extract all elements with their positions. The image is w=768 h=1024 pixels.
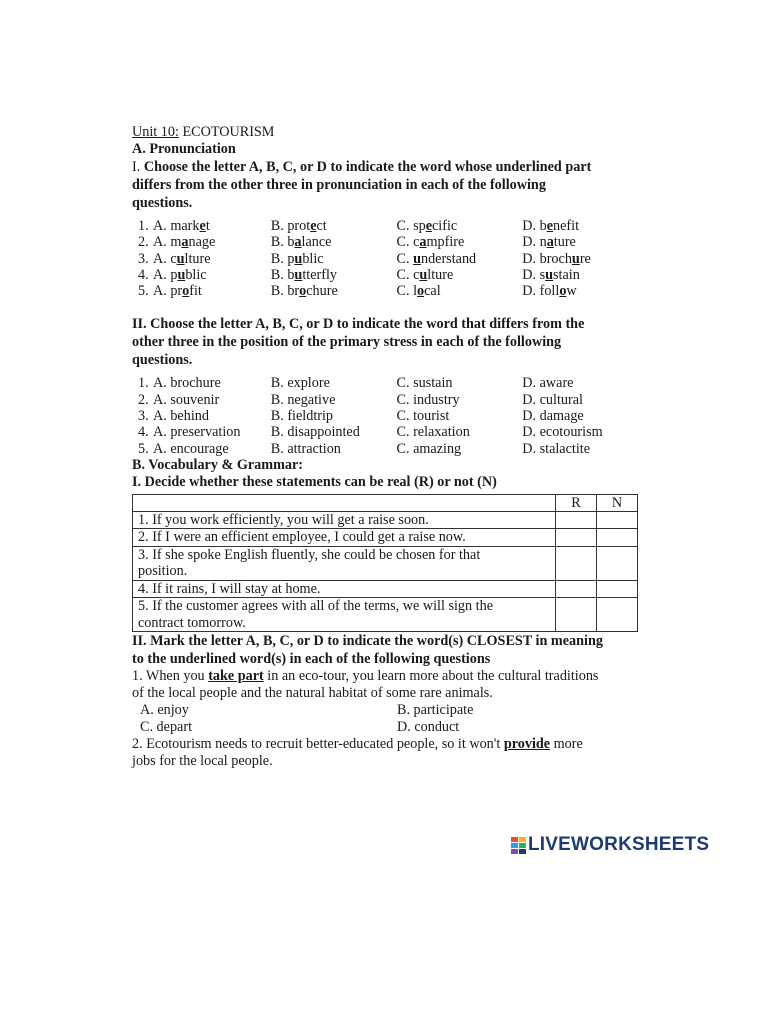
q1-options-row-2 (132, 719, 642, 736)
pron-option-a[interactable] (146, 267, 271, 283)
pron-instruction-line-3: questions. (132, 195, 193, 211)
logo-text: LIVEWORKSHEETS (528, 834, 710, 855)
pronunciation-instruction (132, 158, 642, 212)
answer-box-n[interactable] (597, 529, 638, 547)
option-text: ct (316, 218, 327, 234)
q1-option-c[interactable]: C. depart (140, 719, 193, 736)
answer-box-r[interactable] (556, 580, 597, 598)
stress-question-row (132, 424, 642, 440)
statement-cell (133, 580, 556, 598)
question-number: 1. (138, 375, 149, 392)
stress-option-a[interactable]: A. brochure (153, 375, 221, 392)
underlined-letters: o (182, 283, 190, 300)
q1-post: in an eco-tour, you learn more about the cultural traditions (263, 668, 599, 685)
stress-instruction-line-1: II. Choose the letter A, B, C, or D to indicate the word that differs from the (132, 316, 585, 333)
stress-question-row (132, 392, 642, 408)
underlined-letters: u (294, 266, 303, 283)
option-text: nage (188, 234, 216, 251)
pron-option-d[interactable] (522, 234, 642, 250)
option-text: D. b (522, 218, 547, 234)
question-number: 5. (138, 283, 149, 300)
option-text: ture (553, 234, 576, 251)
column-n-header: N (597, 494, 638, 511)
unit-title: ECOTOURISM (178, 124, 275, 140)
option-text: B. b (270, 266, 295, 283)
option-text: blic (185, 266, 207, 283)
pron-option-c[interactable] (397, 267, 523, 283)
option-text: lture (427, 266, 454, 283)
stress-question-row (132, 441, 642, 457)
statement-cell (133, 529, 556, 547)
option-text: chure (306, 283, 338, 300)
pron-option-d[interactable] (522, 267, 642, 283)
q1-options-row-1 (132, 702, 642, 719)
option-text: A. pr (153, 283, 183, 300)
part2-instruction (132, 632, 642, 668)
option-text: A. mark (153, 218, 200, 234)
question-number: 2. (138, 234, 149, 251)
question-number: 4. (138, 266, 149, 283)
underlined-letters: o (417, 283, 425, 300)
question-number: 2. (138, 391, 149, 408)
answer-box-n[interactable] (597, 511, 638, 529)
q2-pre: 2. Ecotourism needs to recruit better-educated people, so it won't (132, 736, 504, 753)
pron-option-a[interactable] (146, 283, 271, 299)
logo-square (511, 843, 518, 848)
pron-option-b[interactable] (271, 234, 397, 250)
logo-square (519, 837, 526, 842)
option-text: mpfire (426, 234, 465, 251)
part1-title: I. Decide whether these statements can be real (R) or not (N) (132, 473, 497, 490)
stress-option-c[interactable]: C. relaxation (396, 424, 470, 441)
roman-one: I. (132, 159, 141, 175)
statements-body (133, 511, 638, 632)
pron-option-d[interactable] (522, 283, 642, 299)
stress-question-row (132, 375, 642, 391)
stress-option-b[interactable]: B. disappointed (270, 424, 360, 441)
pron-option-b[interactable] (271, 283, 397, 299)
underlined-letters: e (546, 218, 554, 234)
pron-question-row (132, 283, 642, 299)
stress-option-a[interactable]: A. encourage (153, 440, 229, 457)
pron-option-a[interactable] (146, 251, 271, 267)
option-text: D. s (522, 266, 546, 283)
q1-pre: 1. When you (132, 668, 209, 685)
option-text: blic (302, 250, 324, 267)
part2-line-1: II. Mark the letter A, B, C, or D to indicate the word(s) CLOSEST in meaning (132, 633, 603, 650)
option-text: lance (301, 234, 332, 251)
stress-option-b[interactable]: B. attraction (270, 440, 341, 457)
statement-header (133, 494, 556, 511)
option-text: lture (184, 250, 211, 267)
underlined-letters: u (294, 250, 303, 267)
part2-line-2: to the underlined word(s) in each of the following questions (132, 651, 491, 668)
pron-question-row (132, 267, 642, 283)
pron-option-c[interactable] (397, 218, 523, 234)
stress-option-c[interactable]: C. tourist (396, 408, 450, 425)
option-text: B. p (270, 250, 295, 267)
stress-option-a[interactable]: A. souvenir (153, 391, 220, 408)
pronunciation-questions (132, 218, 642, 299)
statement-cell (133, 511, 556, 529)
option-text: nderstand (420, 250, 477, 267)
stress-question-row (132, 408, 642, 424)
stress-option-c[interactable]: C. industry (396, 391, 460, 408)
pron-option-c[interactable] (397, 234, 523, 250)
underlined-letters: o (299, 283, 307, 300)
statement-line-1: 2. If I were an efficient employee, I could get a raise now. (138, 529, 466, 546)
option-text: cal (424, 283, 441, 300)
stress-questions (132, 375, 642, 456)
underlined-letters: a (419, 234, 427, 251)
pron-option-b[interactable] (271, 251, 397, 267)
underlined-letters: a (294, 234, 302, 251)
stress-instruction (132, 315, 642, 369)
option-text: C. (396, 250, 414, 267)
logo-square (511, 849, 518, 854)
stress-option-d[interactable]: D. cultural (522, 391, 583, 408)
pron-option-a[interactable] (146, 234, 271, 250)
pron-option-c[interactable] (397, 251, 523, 267)
answer-box-r[interactable] (556, 598, 597, 632)
question-number: 4. (138, 424, 149, 441)
option-text: B. prot (270, 218, 311, 234)
answer-box-n[interactable] (597, 598, 638, 632)
statement-line-1: 3. If she spoke English fluently, she could be chosen for that (138, 546, 481, 563)
worksheet-page (132, 124, 642, 770)
underlined-letters: o (559, 283, 567, 300)
option-text: tterfly (302, 266, 337, 283)
answer-box-r[interactable] (556, 546, 597, 580)
underlined-letters: a (546, 234, 554, 251)
option-text: w (566, 283, 577, 300)
logo-mark-icon (511, 837, 526, 854)
underlined-letters: a (181, 234, 189, 251)
logo-square (511, 837, 518, 842)
option-text: D. n (522, 234, 547, 251)
answer-box-n[interactable] (597, 546, 638, 580)
option-text: C. c (396, 234, 420, 251)
pron-question-row (132, 218, 642, 234)
question-1-line-2: of the local people and the natural habitat of some rare animals. (132, 685, 493, 702)
underlined-letters: u (545, 266, 554, 283)
question-2-line-1 (132, 736, 642, 753)
option-text: A. p (153, 266, 178, 283)
question-number: 1. (138, 218, 149, 234)
statement-line-1: 5. If the customer agrees with all of the terms, we will sign the (138, 598, 493, 615)
option-text: D. foll (522, 283, 560, 300)
question-2-line-2: jobs for the local people. (132, 753, 273, 770)
statement-line-2: position. (138, 563, 188, 580)
underlined-letters: u (419, 266, 428, 283)
option-text: t (205, 218, 210, 234)
pron-option-b[interactable] (271, 218, 397, 234)
stress-option-b[interactable]: B. negative (270, 391, 336, 408)
q1-option-b[interactable]: B. participate (397, 702, 474, 719)
stress-option-b[interactable]: B. explore (270, 375, 330, 392)
stress-option-a[interactable]: A. behind (153, 408, 209, 425)
table-row (133, 529, 638, 547)
stress-instruction-line-2: other three in the position of the primary stress in each of the following (132, 334, 562, 351)
underlined-letters: u (571, 250, 580, 267)
question-number: 3. (138, 408, 149, 425)
table-row (133, 546, 638, 580)
option-text: C. c (396, 266, 420, 283)
option-text: fit (189, 283, 202, 300)
pron-option-c[interactable] (397, 283, 523, 299)
stress-option-d[interactable]: D. aware (522, 375, 574, 392)
table-row (133, 580, 638, 598)
question-number: 3. (138, 250, 149, 267)
liveworksheets-logo (511, 834, 709, 856)
logo-square (519, 843, 526, 848)
section-b-heading: B. Vocabulary & Grammar: (132, 456, 304, 473)
pron-question-row (132, 234, 642, 250)
answer-box-r[interactable] (556, 529, 597, 547)
answer-box-n[interactable] (597, 580, 638, 598)
statement-cell (133, 546, 556, 580)
option-text: B. br (270, 283, 300, 300)
option-text: B. b (270, 234, 295, 251)
stress-option-d[interactable]: D. damage (522, 408, 584, 425)
table-header-row (133, 494, 638, 511)
table-row (133, 598, 638, 632)
q1-underlined: take part (208, 668, 264, 685)
underlined-letters: e (310, 218, 317, 234)
option-text: stain (553, 266, 580, 283)
stress-option-c[interactable]: C. sustain (396, 375, 453, 392)
stress-option-c[interactable]: C. amazing (396, 440, 462, 457)
pron-instruction-line-1: Choose the letter A, B, C, or D to indicate the word whose underlined part (140, 159, 592, 175)
option-text: re (579, 250, 591, 267)
stress-option-d[interactable]: D. stalactite (522, 440, 591, 457)
stress-option-a[interactable]: A. preservation (153, 424, 241, 441)
logo-square (519, 849, 526, 854)
underlined-letters: u (176, 250, 185, 267)
underlined-letters: e (199, 218, 206, 234)
option-text: D. broch (522, 250, 572, 267)
section-a-heading: A. Pronunciation (132, 141, 236, 157)
pron-option-d[interactable] (522, 218, 642, 234)
statement-line-1: 4. If it rains, I will stay at home. (138, 580, 321, 597)
underlined-letters: u (177, 266, 186, 283)
column-r-header: R (556, 494, 597, 511)
pron-option-b[interactable] (271, 267, 397, 283)
option-text: nefit (553, 218, 580, 234)
option-text: cific (432, 218, 458, 234)
stress-option-b[interactable]: B. fieldtrip (270, 408, 334, 425)
q1-option-a[interactable]: A. enjoy (140, 702, 189, 719)
statement-line-2: contract tomorrow. (138, 614, 246, 631)
option-text: A. c (153, 250, 177, 267)
pron-option-a[interactable] (146, 218, 271, 234)
answer-box-r[interactable] (556, 511, 597, 529)
stress-instruction-line-3: questions. (132, 352, 193, 369)
statement-cell (133, 598, 556, 632)
option-text: C. l (396, 283, 418, 300)
underlined-letters: u (413, 250, 421, 267)
unit-label: Unit 10: (132, 124, 179, 140)
stress-option-d[interactable]: D. ecotourism (522, 424, 603, 441)
question-number: 5. (138, 440, 149, 457)
q2-post: more (550, 736, 583, 753)
statement-line-1: 1. If you work efficiently, you will get a raise soon. (138, 511, 429, 528)
table-row (133, 511, 638, 529)
pron-question-row (132, 251, 642, 267)
pron-instruction-line-2: differs from the other three in pronunciation in each of the following (132, 177, 546, 193)
unit-heading (132, 124, 642, 141)
pron-option-d[interactable] (522, 251, 642, 267)
option-text: C. sp (396, 218, 426, 234)
q2-underlined: provide (503, 736, 551, 753)
real-or-not-table (132, 494, 638, 633)
underlined-letters: e (425, 218, 432, 234)
q1-option-d[interactable]: D. conduct (397, 719, 460, 736)
option-text: A. m (153, 234, 182, 251)
question-1-line-1 (132, 668, 642, 685)
